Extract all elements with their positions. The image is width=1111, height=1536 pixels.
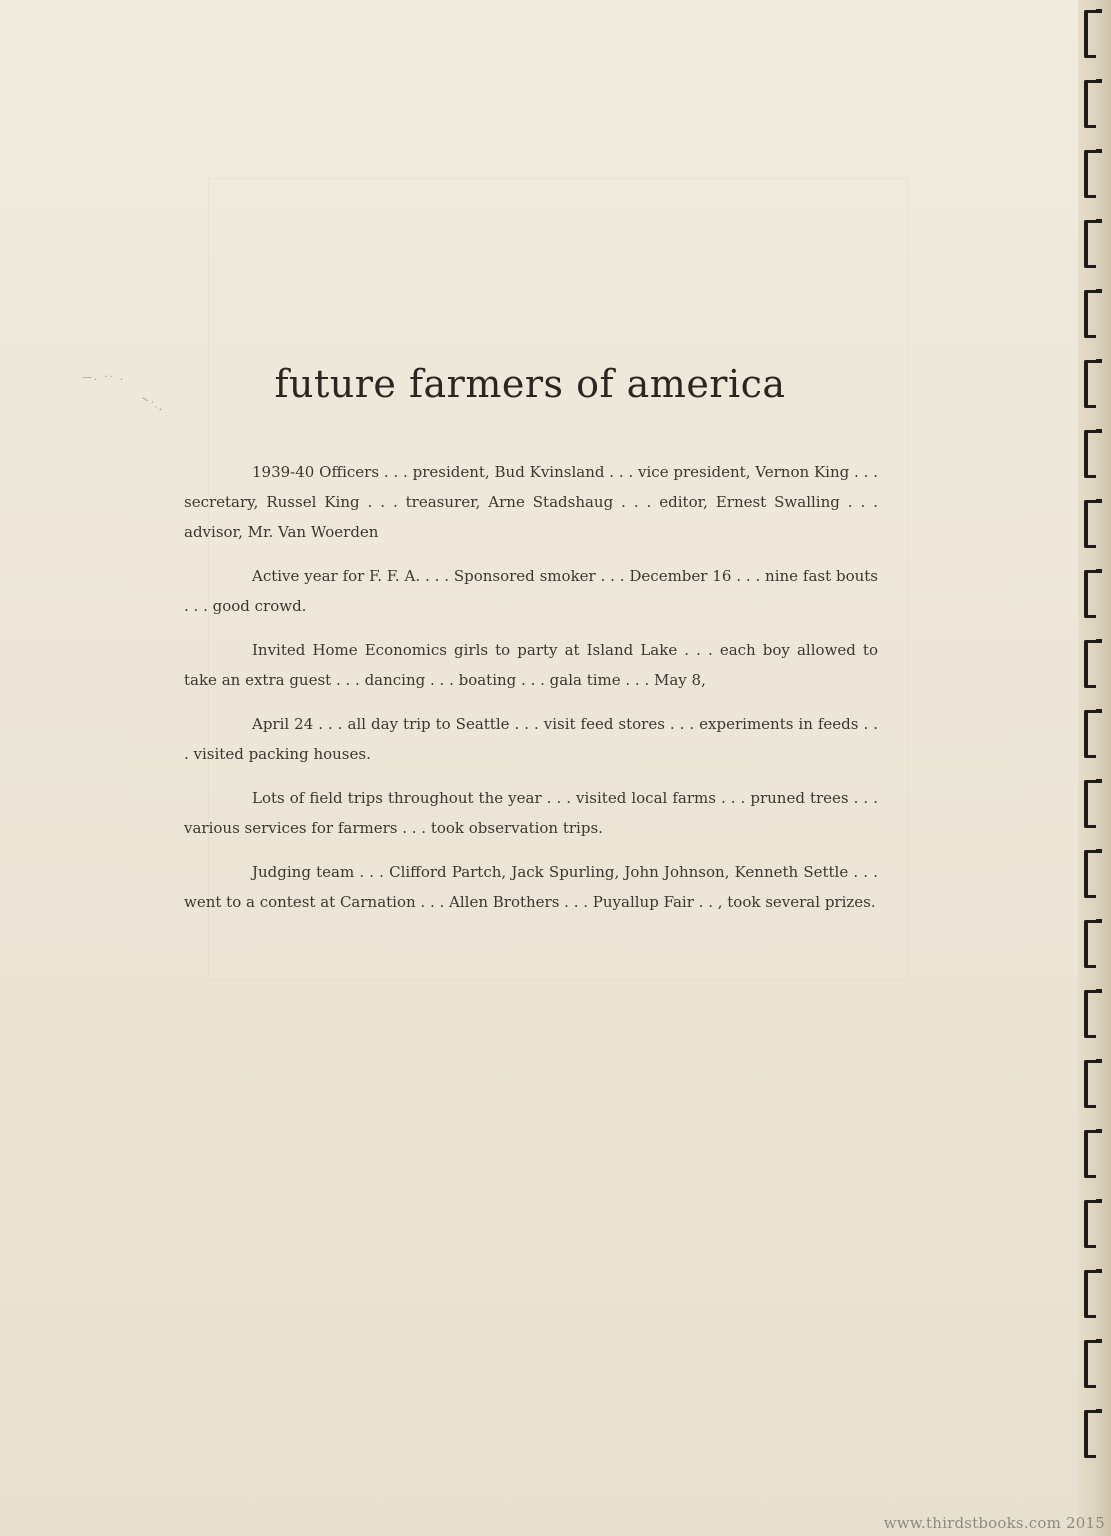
binding-ring	[1084, 780, 1096, 828]
binding-ring	[1084, 1060, 1096, 1108]
binding-ring	[1084, 1130, 1096, 1178]
paper-speck: —. ·· .	[82, 372, 126, 383]
binding-ring	[1084, 500, 1096, 548]
binding-ring	[1084, 570, 1096, 618]
article-body	[184, 457, 878, 917]
paragraph-party: Invited Home Economics girls to party at Island Lake . . . each boy allowed to take an extra guest . . . dancing . . . boating . . . gala time . . . May 8,	[184, 641, 878, 689]
binding-ring	[1084, 1340, 1096, 1388]
binding-ring	[1084, 850, 1096, 898]
binding-ring	[1084, 1270, 1096, 1318]
binding-ring	[1084, 10, 1096, 58]
binding-ring	[1084, 1410, 1096, 1458]
binding-ring	[1084, 220, 1096, 268]
binding-ring	[1084, 150, 1096, 198]
binding-ring	[1084, 290, 1096, 338]
binding-ring	[1084, 640, 1096, 688]
page-title: future farmers of america	[274, 362, 786, 406]
paragraph-field-trips: Lots of field trips throughout the year . . . visited local farms . . . pruned trees . . . various services for farmers . . . took observation trips.	[184, 789, 878, 837]
paragraph-smoker: Active year for F. F. A. . . . Sponsored smoker . . . December 16 . . . nine fast bouts . . . good crowd.	[184, 567, 878, 615]
paragraph-seattle-trip: April 24 . . . all day trip to Seattle . . . visit feed stores . . . experiments in feeds . . . visited packing houses.	[184, 715, 878, 763]
binding-ring	[1084, 80, 1096, 128]
binding-ring	[1084, 1200, 1096, 1248]
binding-ring	[1084, 710, 1096, 758]
paper-speck: ~·.,	[138, 393, 168, 414]
paragraph-officers: 1939-40 Officers . . . president, Bud Kvinsland . . . vice president, Vernon King . . . secretary, Russel King . . . treasurer, Arne Stadshaug . . . editor, Ernest Swalling . . . advisor, Mr. Van Woerden	[184, 463, 878, 541]
binding-ring	[1084, 360, 1096, 408]
binding-ring	[1084, 430, 1096, 478]
binding-ring	[1084, 990, 1096, 1038]
binding-ring	[1084, 920, 1096, 968]
watermark: www.thirdstbooks.com 2015	[883, 1514, 1105, 1532]
paragraph-judging-team: Judging team . . . Clifford Partch, Jack Spurling, John Johnson, Kenneth Settle . . . went to a contest at Carnation . . . Allen Brothers . . . Puyallup Fair . . , took several prizes.	[184, 863, 878, 911]
